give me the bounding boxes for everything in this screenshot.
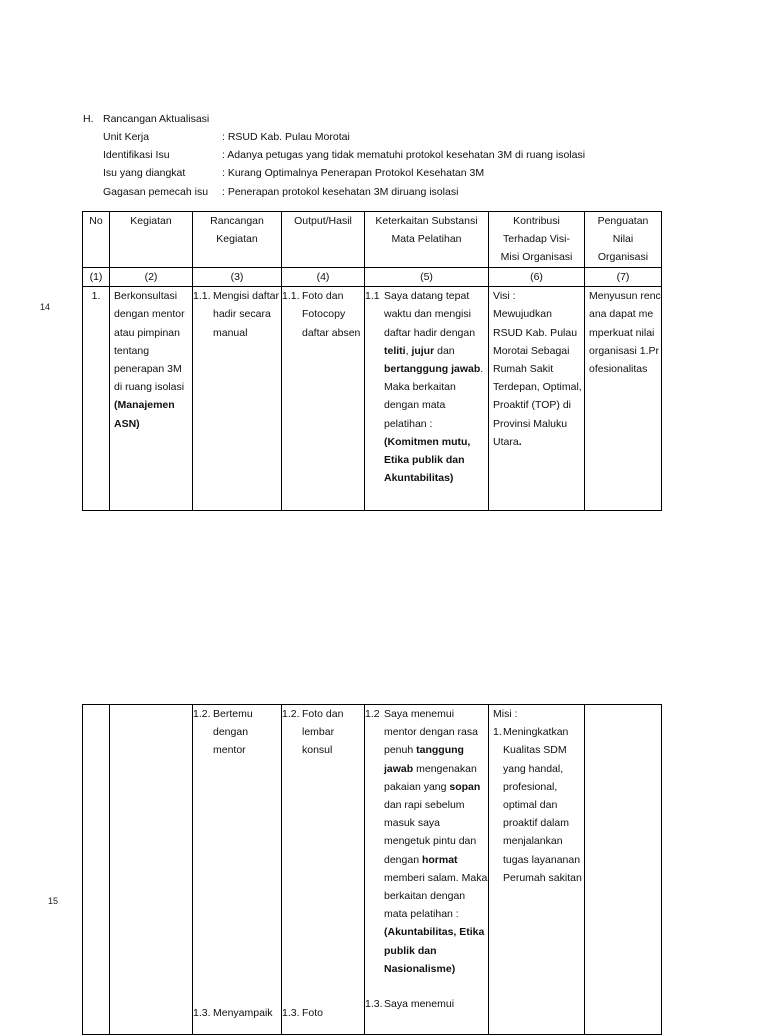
header-output: Output/Hasil — [282, 212, 365, 268]
header-rancangan: Rancangan Kegiatan — [193, 212, 282, 268]
meta-gagasan: Gagasan pemecah isu : Penerapan protokol kesehatan 3M diruang isolasi — [103, 185, 459, 198]
column-number-row: (1) (2) (3) (4) (5) (6) (7) — [83, 268, 662, 287]
row2-no — [83, 705, 110, 1035]
header-no: No — [83, 212, 110, 268]
actualization-table — [82, 211, 662, 511]
row2-output: 1.2. Foto dan lembar konsul 1.3. Foto — [282, 705, 365, 1035]
header-keterkaitan: Keterkaitan Substansi Mata Pelatihan — [365, 212, 489, 268]
actualization-table-continued — [82, 704, 662, 1035]
row2-kegiatan — [110, 705, 193, 1035]
section-heading — [83, 110, 209, 128]
row1-rancangan: 1.1. Mengisi daftar hadir secara manual — [193, 287, 282, 511]
header-penguatan: Penguatan Nilai Organisasi — [585, 212, 662, 268]
page-number-15: 15 — [48, 896, 59, 906]
row2-rancangan: 1.2. Bertemu dengan mentor 1.3. Menyampaik — [193, 705, 282, 1035]
meta-info — [103, 128, 585, 201]
row1-no: 1. — [83, 287, 110, 511]
row1-penguatan: Menyusun rencana dapat memperkuat nilai organisasi 1.Profesionalitas — [585, 287, 662, 511]
table-row — [83, 287, 662, 511]
row2-kontribusi: Misi : 1. Meningkatkan Kualitas SDM yang handal, profesional, optimal dan proaktif dalam menjalankan tugas layananan Perumah sakitan — [489, 705, 585, 1035]
header-kegiatan: Kegiatan — [110, 212, 193, 268]
page-number-14: 14 — [40, 302, 51, 312]
row1-kegiatan: Berkonsultasi dengan mentor atau pimpinan tentang penerapan 3M di ruang isolasi (Manajemen ASN) — [110, 287, 193, 511]
header-kontribusi: Kontribusi Terhadap Visi- Misi Organisasi — [489, 212, 585, 268]
row1-kontribusi: Visi : Mewujudkan RSUD Kab. Pulau Morotai Sebagai Rumah Sakit Terdepan, Optimal, Proaktif (TOP) di Provinsi Maluku Utara. — [489, 287, 585, 511]
row2-keterkaitan: 1.2 Saya menemui mentor dengan rasa penuh tanggung jawab mengenakan pakaian yang sopan dan rapi sebelum masuk saya mengetuk pintu dan dengan hormat memberi salam. Maka berkaitan dengan mata pelatihan : (Akuntabilitas, Etika publik dan Nasionalisme) 1.3. Saya menemui — [365, 705, 489, 1035]
section-letter: H. — [83, 113, 94, 125]
meta-isu-diangkat: Isu yang diangkat : Kurang Optimalnya Penerapan Protokol Kesehatan 3M — [103, 167, 485, 180]
section-title: Rancangan Aktualisasi — [103, 113, 210, 125]
meta-unit-kerja: Unit Kerja : RSUD Kab. Pulau Morotai — [103, 131, 350, 143]
table-header-row — [83, 212, 662, 268]
row1-output: 1.1. Foto dan Fotocopy daftar absen — [282, 287, 365, 511]
meta-identifikasi-isu: Identifikasi Isu : Adanya petugas yang tidak mematuhi protokol kesehatan 3M di ruang isolasi — [103, 149, 586, 162]
row1-keterkaitan: 1.1 Saya datang tepat waktu dan mengisi daftar hadir dengan teliti, jujur dan bertanggung jawab. Maka berkaitan dengan mata pelatihan : (Komitmen mutu, Etika publik dan Akuntabilitas) — [365, 287, 489, 511]
row2-penguatan — [585, 705, 662, 1035]
table-row — [83, 705, 662, 1035]
